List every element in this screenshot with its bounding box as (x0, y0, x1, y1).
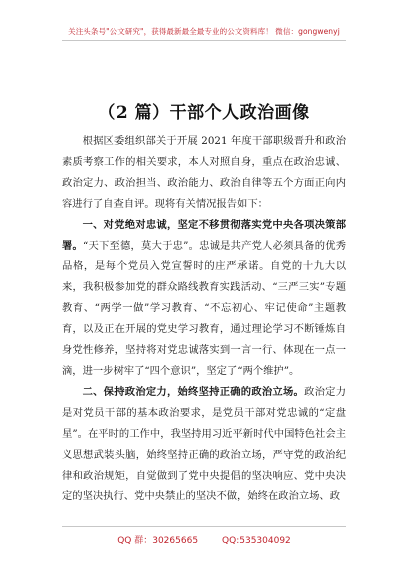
footer (0, 533, 408, 546)
header-divider (62, 40, 346, 41)
header-banner: 关注头条号"公文研究"，获得最新最全最专业的公文资料库！ 微信：gongwenyj (68, 27, 340, 36)
section-1-body: “天下至德，莫大于忠”。忠诚是共产党人必须具备的优秀品格，是每个党员入党宣誓时的庄严承诺。自党的十九大以来，我积极参加党的群众路线教育实践活动、“三严三实”专题教育、“两学一做”学习教育、“不忘初心、牢记使命”主题教育，以及正在开展的党史学习教育，通过理论学习不断锤炼自身党性修养，坚持将对党忠诚落实到一言一行、体现在一点一滴，进一步树牢了“四个意识”，坚定了“两个维护”。 (62, 239, 347, 377)
intro-paragraph: 根据区委组织部关于开展 2021 年度干部职级晋升和政治素质考察工作的相关要求，本人对照自身，重点在政治忠诚、政治定力、政治担当、政治能力、政治自律等五个方面正向内容进行了自查自评。现将有关情况报告如下： (62, 135, 346, 210)
section-1-paragraph (62, 215, 346, 382)
footer-divider (62, 526, 346, 527)
document-title: （2 篇）干部个人政治画像 (98, 103, 310, 123)
section-2-heading: 二、保持政治定力，始终坚持正确的政治立场。 (82, 385, 305, 398)
section-2-body: 政治定力是对党员干部的基本政治要求，是党员干部对党忠诚的“定盘星”。在平时的工作中，我坚持用习近平新时代中国特色社会主义思想武装头脑，始终坚持正确的政治立场，严守党的政治纪律和政治规矩，自觉做到了党中央提倡的坚决响应、党中央决定的坚决执行、党中央禁止的坚决不做，始终在政治立场、政 (62, 385, 347, 503)
document-body (62, 131, 346, 507)
footer-qq: QQ:535304092 (222, 536, 291, 546)
section-2-paragraph (62, 382, 346, 507)
footer-qq-group: QQ 群：30265665 (117, 536, 199, 546)
section-1-heading: 一、对党绝对忠诚，坚定不移贯彻落实党中央各项决策部署。 (62, 218, 346, 252)
